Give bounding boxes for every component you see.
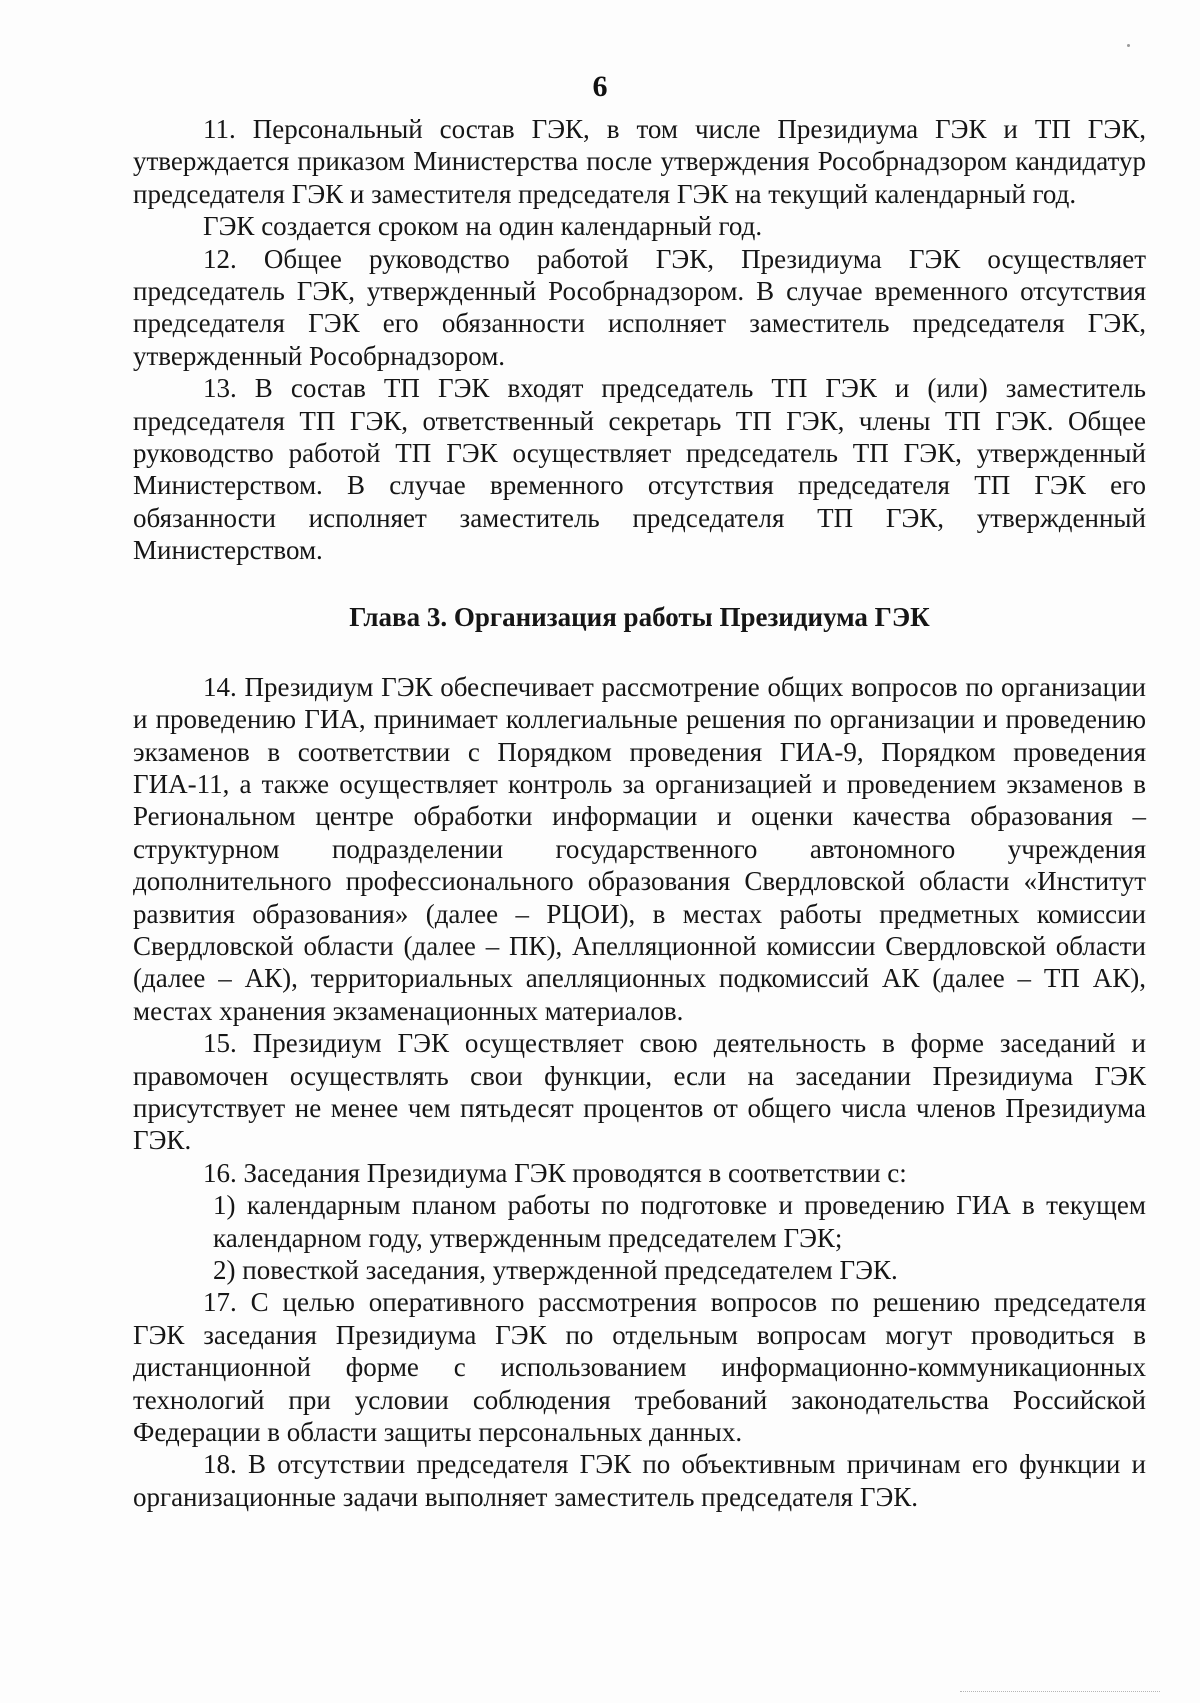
paragraph-12: 12. Общее руководство работой ГЭК, Президиума ГЭК осуществляет председатель ГЭК, утвержденный Рособрнадзором. В случае временного отсутствия председателя ГЭК его обязанности исполняет заместитель председателя ГЭК, утвержденный Рособрнадзором.: [133, 243, 1146, 371]
paragraph-13: 13. В состав ТП ГЭК входят председатель ТП ГЭК и (или) заместитель председателя ТП ГЭК, ответственный секретарь ТП ГЭК, члены ТП ГЭК. Общее руководство работой ТП ГЭК осуществляет председатель ТП ГЭК, утвержденный Министерством. В случае временного отсутствия председателя ТП ГЭК его обязанности исполняет заместитель председателя ТП ГЭК, утвержденный Министерством.: [133, 373, 1146, 566]
paragraph-14: 14. Президиум ГЭК обеспечивает рассмотрение общих вопросов по организации и проведению ГИА, принимает коллегиальные решения по организации и проведению экзаменов в соответствии с Порядком проведения ГИА-9, Порядком проведения ГИА-11, а также осуществляет контроль за организацией и проведением экзаменов в Региональном центре обработки информации и оценки качества образования – структурном подразделении государственного автономного учреждения дополнительного профессионального образования Свердловской области «Институт развития образования» (далее – РЦОИ), в местах работы предметных комиссии Свердловской области (далее – ПК), Апелляционной комиссии Свердловской области (далее – АК), территориальных апелляционных подкомиссий АК (далее – ТП АК), местах хранения экзаменационных материалов.: [133, 671, 1146, 1026]
paragraph-15: 15. Президиум ГЭК осуществляет свою деятельность в форме заседаний и правомочен осуществлять свои функции, если на заседании Президиума ГЭК присутствует не менее чем пятьдесят процентов от общего числа членов Президиума ГЭК.: [133, 1028, 1146, 1156]
document-body: [133, 113, 1146, 1513]
paragraph-18: 18. В отсутствии председателя ГЭК по объективным причинам его функции и организационные задачи выполняет заместитель председателя ГЭК.: [133, 1449, 1146, 1512]
paragraph-16: 16. Заседания Президиума ГЭК проводятся в соответствии с:: [203, 1157, 907, 1188]
paragraph-17: 17. С целью оперативного рассмотрения вопросов по решению председателя ГЭК заседания Президиума ГЭК по отдельным вопросам могут проводиться в дистанционной форме с использованием информационно-коммуникационных технологий при условии соблюдения требований законодательства Российской Федерации в области защиты персональных данных.: [133, 1287, 1146, 1448]
paragraph-11: 11. Персональный состав ГЭК, в том числе Президиума ГЭК и ТП ГЭК, утверждается приказом Министерства после утверждения Рособрнадзором кандидатур председателя ГЭК и заместителя председателя ГЭК на текущий календарный год.: [133, 114, 1146, 209]
paragraph-11-term: ГЭК создается сроком на один календарный год.: [203, 211, 763, 242]
chapter-3-title: Глава 3. Организация работы Президиума ГЭК: [349, 601, 930, 632]
page-number: 6: [592, 70, 608, 103]
scan-edge-line: [960, 1691, 1160, 1693]
scan-speck: [1127, 44, 1130, 47]
paragraph-16-item-1: 1) календарным планом работы по подготовке и проведению ГИА в текущем календарном году, утвержденным председателем ГЭК;: [213, 1190, 1146, 1253]
paragraph-16-item-2: 2) повесткой заседания, утвержденной председателем ГЭК.: [213, 1255, 898, 1285]
